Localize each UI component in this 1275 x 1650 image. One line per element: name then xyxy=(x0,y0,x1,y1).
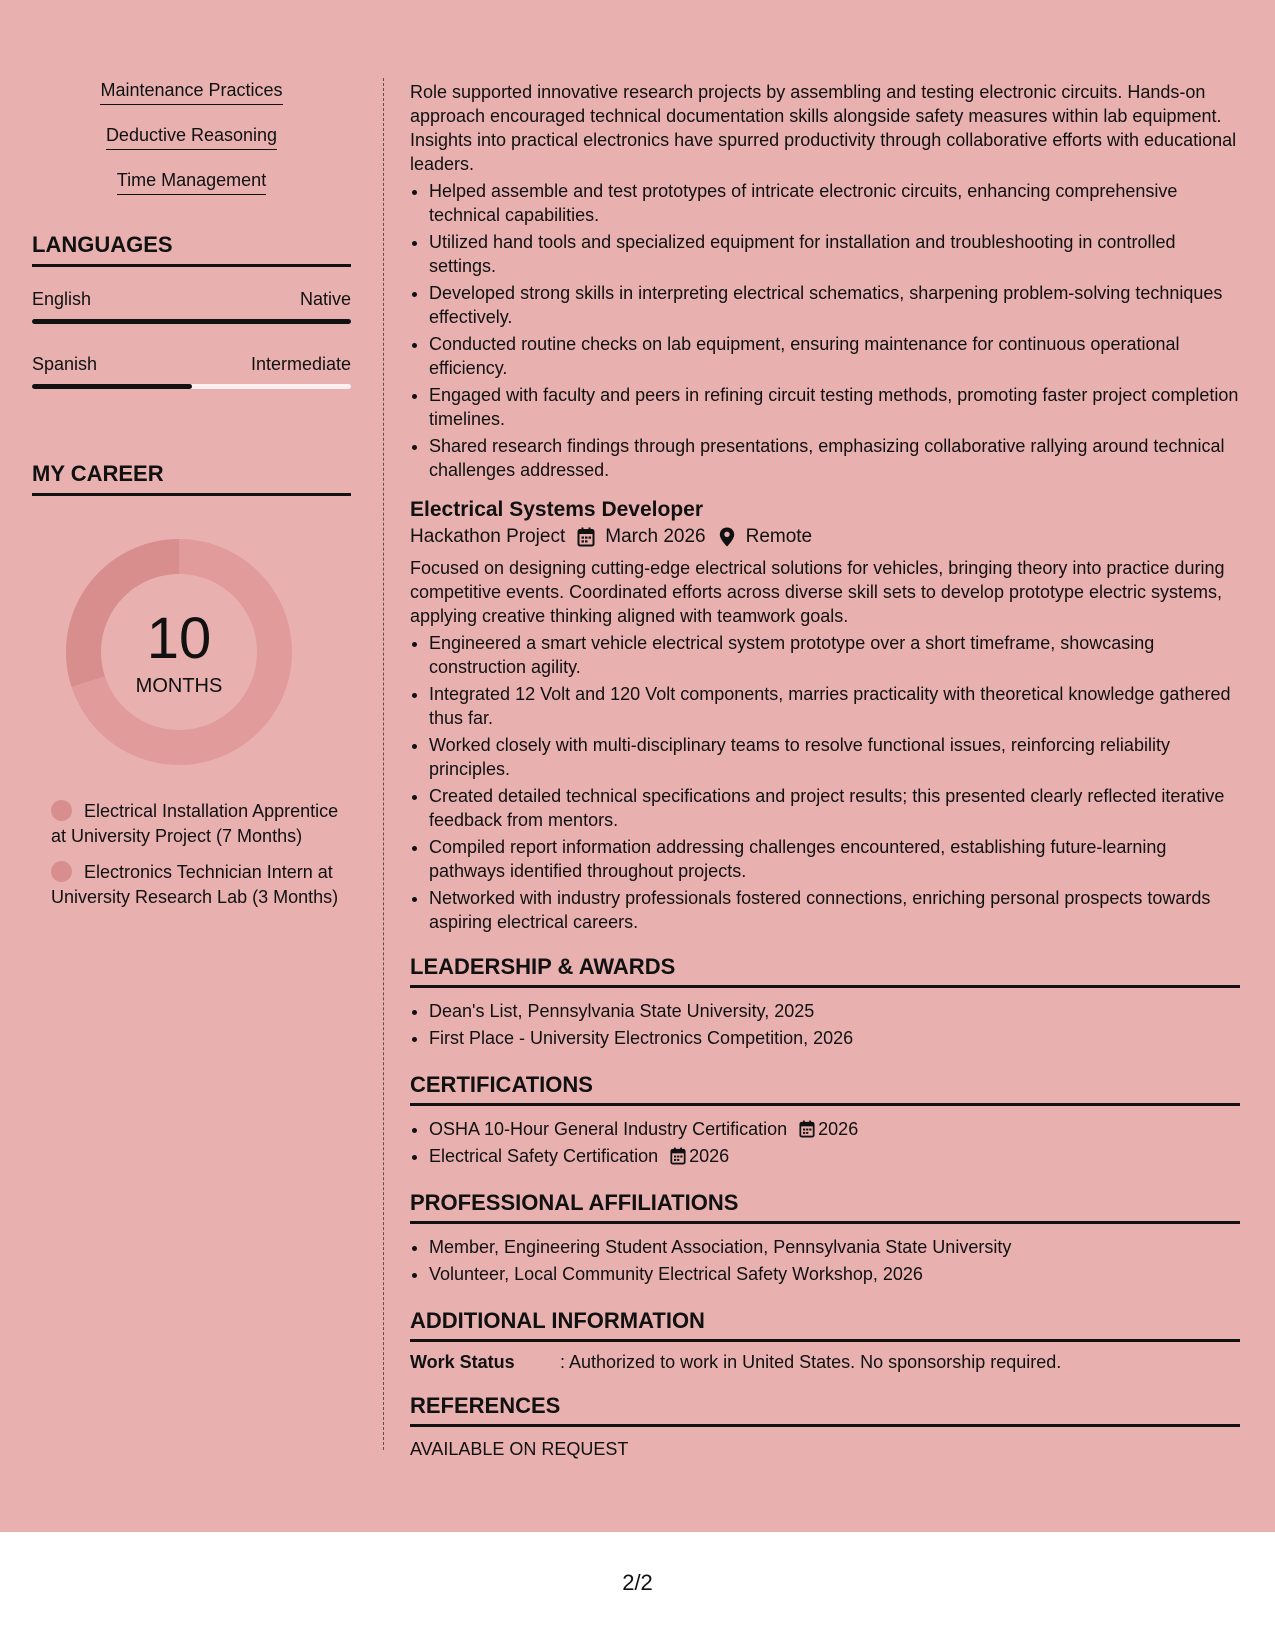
work-status-row xyxy=(410,1352,1240,1373)
column-divider xyxy=(383,78,384,1450)
experience-description: Role supported innovative research projects by assembling and testing electronic circuits. Hands-on approach encouraged technical documentation skills alongside safety measures within lab equipment. Insights into practical electronics have spurred productivity through collaborative efforts with educational leaders. xyxy=(410,82,1237,174)
legend-dot xyxy=(51,800,72,821)
experience-bullet: • Created detailed technical specifications and project results; this presented clearly reflected iterative feedback from mentors. xyxy=(429,784,1240,832)
experience-bullet: • Worked closely with multi-disciplinary teams to resolve functional issues, reinforcing reliability principles. xyxy=(429,733,1240,781)
references-text: AVAILABLE ON REQUEST xyxy=(410,1439,629,1459)
calendar-icon xyxy=(799,1120,815,1138)
job-meta xyxy=(410,526,1240,548)
language-english xyxy=(32,289,351,324)
references-heading: REFERENCES xyxy=(410,1393,1240,1427)
language-proficiency-fill xyxy=(32,319,351,324)
experience-description: Focused on designing cutting-edge electrical solutions for vehicles, bringing theory into practice during competitive events. Coordinated efforts across diverse skill sets to develop prototype electric systems, applying creative thinking aligned with teamwork goals. xyxy=(410,558,1225,626)
left-column xyxy=(32,80,351,921)
job-title: Electrical Systems Developer xyxy=(410,498,703,521)
certification-item xyxy=(429,1116,1240,1143)
languages-heading: LANGUAGES xyxy=(32,232,351,267)
affiliation-item: • Member, Engineering Student Association, Pennsylvania State University xyxy=(429,1234,1240,1261)
certifications-heading: CERTIFICATIONS xyxy=(410,1072,1240,1106)
map-pin-icon xyxy=(718,527,736,547)
awards-heading: LEADERSHIP & AWARDS xyxy=(410,954,1240,988)
calendar-icon xyxy=(670,1147,686,1165)
affiliation-item: • Volunteer, Local Community Electrical Safety Workshop, 2026 xyxy=(429,1261,1240,1288)
certifications-list xyxy=(410,1116,1240,1170)
career-total-unit: MONTHS xyxy=(135,675,223,697)
certification-year: 2026 xyxy=(689,1146,730,1166)
awards-list xyxy=(410,998,1240,1052)
career-donut xyxy=(66,539,292,765)
skills-list xyxy=(32,80,351,196)
page-number: 2/2 xyxy=(622,1570,653,1595)
experience-bullets xyxy=(410,631,1240,934)
language-level: Intermediate xyxy=(250,354,351,374)
career-job-item: Electrical Installation Apprentice at University Project (7 Months) xyxy=(51,801,339,846)
legend-dot xyxy=(51,861,72,882)
language-proficiency-bar xyxy=(32,319,351,324)
additional-info-heading: ADDITIONAL INFORMATION xyxy=(410,1308,1240,1342)
certification-name: OSHA 10-Hour General Industry Certification xyxy=(429,1119,788,1139)
experience-bullet: • Engaged with faculty and peers in refining circuit testing methods, promoting faster project completion timelines. xyxy=(429,383,1240,431)
certification-name: Electrical Safety Certification xyxy=(429,1146,659,1166)
affiliations-heading: PROFESSIONAL AFFILIATIONS xyxy=(410,1190,1240,1224)
language-name: Spanish xyxy=(32,354,98,374)
career-heading: MY CAREER xyxy=(32,461,351,496)
skill-item: Deductive Reasoning xyxy=(32,125,351,151)
job-location: Remote xyxy=(745,526,813,547)
calendar-icon xyxy=(577,527,595,547)
skill-item: Time Management xyxy=(32,170,351,196)
experience-bullets xyxy=(410,179,1240,482)
experience-bullet: • Utilized hand tools and specialized equipment for installation and troubleshooting in controlled settings. xyxy=(429,230,1240,278)
skill-item: Maintenance Practices xyxy=(32,80,351,106)
career-jobs-list xyxy=(51,799,346,910)
career-job-item: Electronics Technician Intern at University Research Lab (3 Months) xyxy=(51,862,339,907)
experience-item xyxy=(410,80,1240,482)
certification-item xyxy=(429,1143,1240,1170)
experience-bullet: • Developed strong skills in interpreting electrical schematics, sharpening problem-solving techniques effectively. xyxy=(429,281,1240,329)
job-organization: Hackathon Project xyxy=(410,526,566,547)
job-date: March 2026 xyxy=(605,526,706,547)
experience-bullet: • Conducted routine checks on lab equipment, ensuring maintenance for continuous operational efficiency. xyxy=(429,332,1240,380)
language-level: Native xyxy=(299,289,351,309)
career-total-value: 10 xyxy=(146,606,212,671)
language-name: English xyxy=(32,289,92,309)
certification-year: 2026 xyxy=(818,1119,859,1139)
work-status-value: : Authorized to work in United States. No sponsorship required. xyxy=(560,1352,1062,1372)
experience-bullet: • Helped assemble and test prototypes of intricate electronic circuits, enhancing comprehensive technical capabilities. xyxy=(429,179,1240,227)
experience-item xyxy=(410,498,1240,934)
work-status-label: Work Status xyxy=(410,1352,515,1372)
award-item: • First Place - University Electronics Competition, 2026 xyxy=(429,1025,1240,1052)
experience-bullet: • Integrated 12 Volt and 120 Volt components, marries practicality with theoretical knowledge gathered thus far. xyxy=(429,682,1240,730)
experience-bullet: • Engineered a smart vehicle electrical system prototype over a short timeframe, showcasing construction agility. xyxy=(429,631,1240,679)
language-proficiency-bar xyxy=(32,384,351,389)
language-proficiency-fill xyxy=(32,384,192,389)
experience-bullet: • Shared research findings through presentations, emphasizing collaborative rallying around technical challenges addressed. xyxy=(429,434,1240,482)
experience-bullet: • Networked with industry professionals fostered connections, enriching personal prospects towards aspiring electrical careers. xyxy=(429,886,1240,934)
language-spanish xyxy=(32,354,351,389)
award-item: • Dean's List, Pennsylvania State University, 2025 xyxy=(429,998,1240,1025)
right-column xyxy=(410,80,1240,1460)
affiliations-list xyxy=(410,1234,1240,1288)
experience-bullet: • Compiled report information addressing challenges encountered, establishing future-learning pathways identified throughout projects. xyxy=(429,835,1240,883)
